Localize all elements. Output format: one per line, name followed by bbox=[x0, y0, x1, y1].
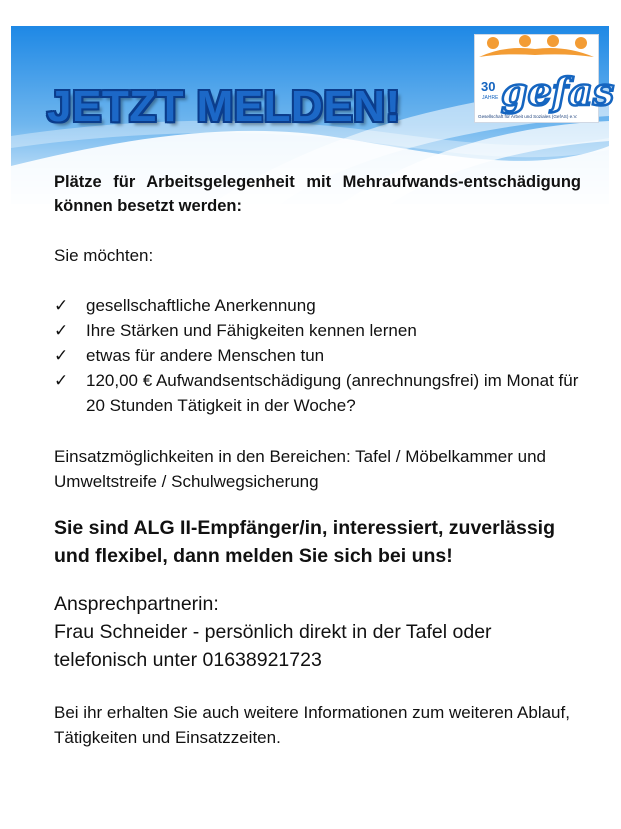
list-item-text: 120,00 € Aufwandsentschädigung (anrechnungsfrei) im Monat für 20 Stunden Tätigkeit in der Woche? bbox=[86, 371, 579, 415]
list-item-text: gesellschaftliche Anerkennung bbox=[86, 296, 316, 315]
list-item bbox=[54, 318, 581, 343]
gefas-logo bbox=[474, 34, 615, 123]
logo-years: JAHRE bbox=[482, 95, 499, 101]
list-item bbox=[54, 343, 581, 368]
contact-details: Frau Schneider - persönlich direkt in der Tafel oder telefonisch unter 01638921723 bbox=[54, 621, 492, 671]
closing-text: Bei ihr erhalten Sie auch weitere Informationen zum weiteren Ablauf, Tätigkeiten und Einsatzzeiten. bbox=[54, 703, 570, 747]
intro-text: Plätze für Arbeitsgelegenheit mit Mehraufwands-entschädigung können besetzt werden: bbox=[54, 173, 581, 215]
wishes-list bbox=[54, 293, 581, 418]
logo-caption: Gesellschaft für Arbeit und Soziales (GefAS) e.V. bbox=[478, 114, 578, 119]
checkmark-icon: ✓ bbox=[54, 346, 69, 365]
list-item-text: etwas für andere Menschen tun bbox=[86, 346, 325, 365]
list-item bbox=[54, 293, 581, 318]
list-item-text: Ihre Stärken und Fähigkeiten kennen lernen bbox=[86, 321, 417, 340]
contact-label: Ansprechpartnerin: bbox=[54, 593, 219, 615]
logo-wordmark: gefas bbox=[501, 69, 615, 114]
checkmark-icon: ✓ bbox=[54, 371, 69, 390]
logo-number: 30 bbox=[481, 79, 496, 94]
checkmark-icon: ✓ bbox=[54, 296, 69, 315]
page-title: JETZT MELDEN! bbox=[47, 82, 401, 131]
call-to-action: Sie sind ALG II-Empfänger/in, interessiert, zuverlässig und flexibel, dann melden Sie sich bei uns! bbox=[54, 517, 556, 567]
areas-text: Einsatzmöglichkeiten in den Bereichen: Tafel / Möbelkammer und Umweltstreife / Schulwegsicherung bbox=[54, 447, 547, 491]
flyer-content bbox=[54, 170, 581, 750]
checkmark-icon: ✓ bbox=[54, 321, 69, 340]
list-item bbox=[54, 368, 581, 418]
wishes-lead: Sie möchten: bbox=[54, 246, 154, 265]
gefas-logo-graphic bbox=[475, 35, 615, 114]
